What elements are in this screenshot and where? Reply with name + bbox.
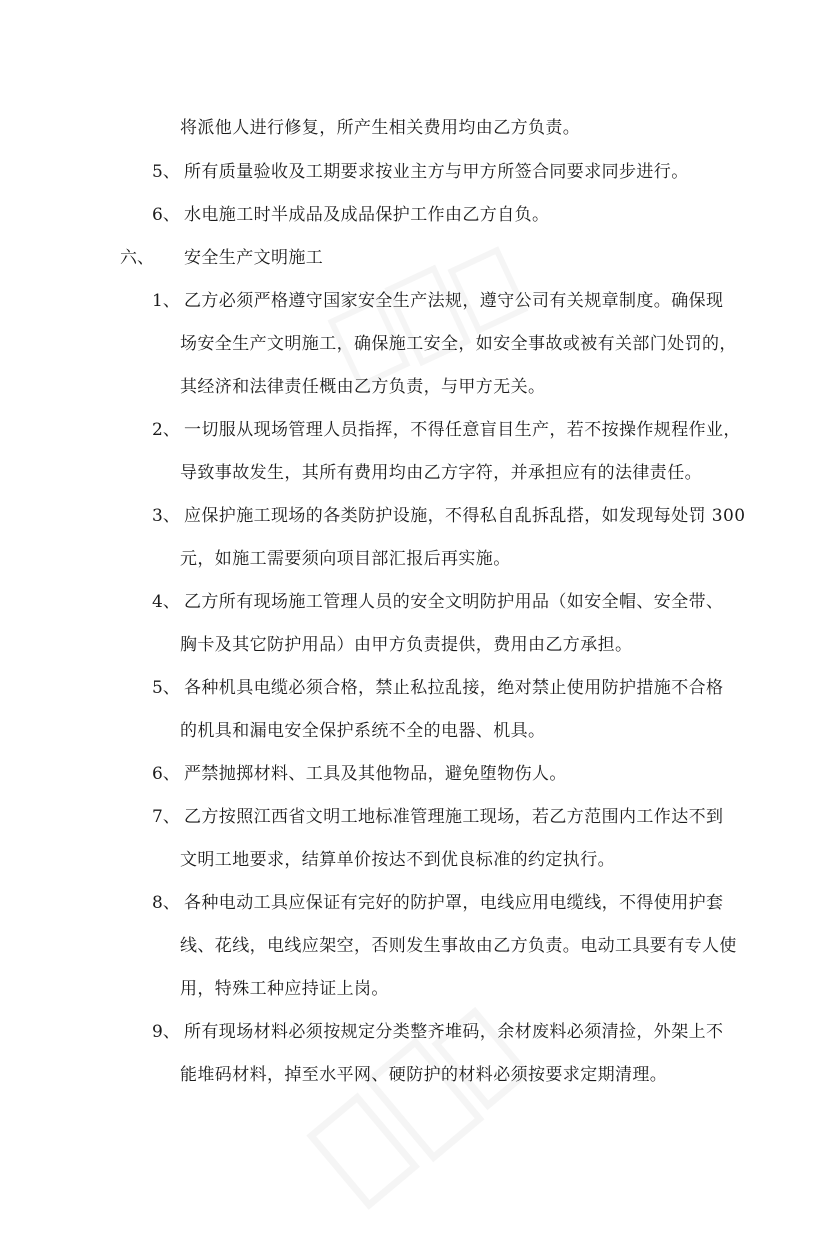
item-number: 5、 [152,678,180,698]
item-text: 其经济和法律责任概由乙方负责，与甲方无关。 [180,377,546,397]
watermark-bottom-icon [283,979,557,1241]
item-text: 所有质量验收及工期要求按业主方与甲方所签合同要求同步进行。 [184,162,689,182]
item-text: 严禁抛掷材料、工具及其他物品，避免堕物伤人。 [184,764,567,784]
item-text: 各种电动工具应保证有完好的防护罩，电线应用电缆线，不得使用护套 [184,893,724,913]
item-text: 乙方所有现场施工管理人员的安全文明防护用品（如安全帽、安全带、 [184,592,724,612]
item-number: 3、 [152,506,180,526]
item-text: 所有现场材料必须按规定分类整齐堆码，余材废料必须清捡，外架上不 [184,1022,724,1042]
item-text: 水电施工时半成品及成品保护工作由乙方自负。 [184,205,550,225]
item-text: 各种机具电缆必须合格，禁止私拉乱接，绝对禁止使用防护措施不合格 [184,678,724,698]
item-number: 2、 [152,420,180,440]
item-text: 线、花线，电线应架空，否则发生事故由乙方负责。电动工具要有专人使 [180,936,737,956]
item-text: 导致事故发生，其所有费用均由乙方字符，并承担应有的法律责任。 [180,463,702,483]
item-number: 7、 [152,807,180,827]
item-text: 能堆码材料，掉至水平网、硬防护的材料必须按要求定期清理。 [180,1065,668,1085]
item-text: 场安全生产文明施工，确保施工安全，如安全事故或被有关部门处罚的， [180,334,737,354]
item-text: 乙方按照江西省文明工地标准管理施工现场，若乙方范围内工作达不到 [184,807,724,827]
section-number: 六、 [120,248,154,268]
item-number: 9、 [152,1022,180,1042]
item-number: 6、 [152,764,180,784]
continuation-line: 将派他人进行修复，所产生相关费用均由乙方负责。 [180,118,581,138]
item-text: 用，特殊工种应持证上岗。 [180,979,389,999]
item-number: 5、 [152,162,180,182]
section-title: 安全生产文明施工 [184,248,324,268]
item-text: 乙方必须严格遵守国家安全生产法规，遵守公司有关规章制度。确保现 [184,291,724,311]
item-number: 6、 [152,205,180,225]
item-number: 4、 [152,592,180,612]
item-number: 8、 [152,893,180,913]
item-text: 的机具和漏电安全保护系统不全的电器、机具。 [180,721,546,741]
item-text: 胸卡及其它防护用品）由甲方负责提供，费用由乙方承担。 [180,635,633,655]
item-text: 一切服从现场管理人员指挥，不得任意盲目生产，若不按操作规程作业， [184,420,741,440]
item-text: 文明工地要求，结算单价按达不到优良标准的约定执行。 [180,850,615,870]
item-text: 应保护施工现场的各类防护设施，不得私自乱拆乱搭，如发现每处罚 300 [184,506,746,526]
item-number: 1、 [152,291,180,311]
item-text: 元，如施工需要须向项目部汇报后再实施。 [180,549,511,569]
